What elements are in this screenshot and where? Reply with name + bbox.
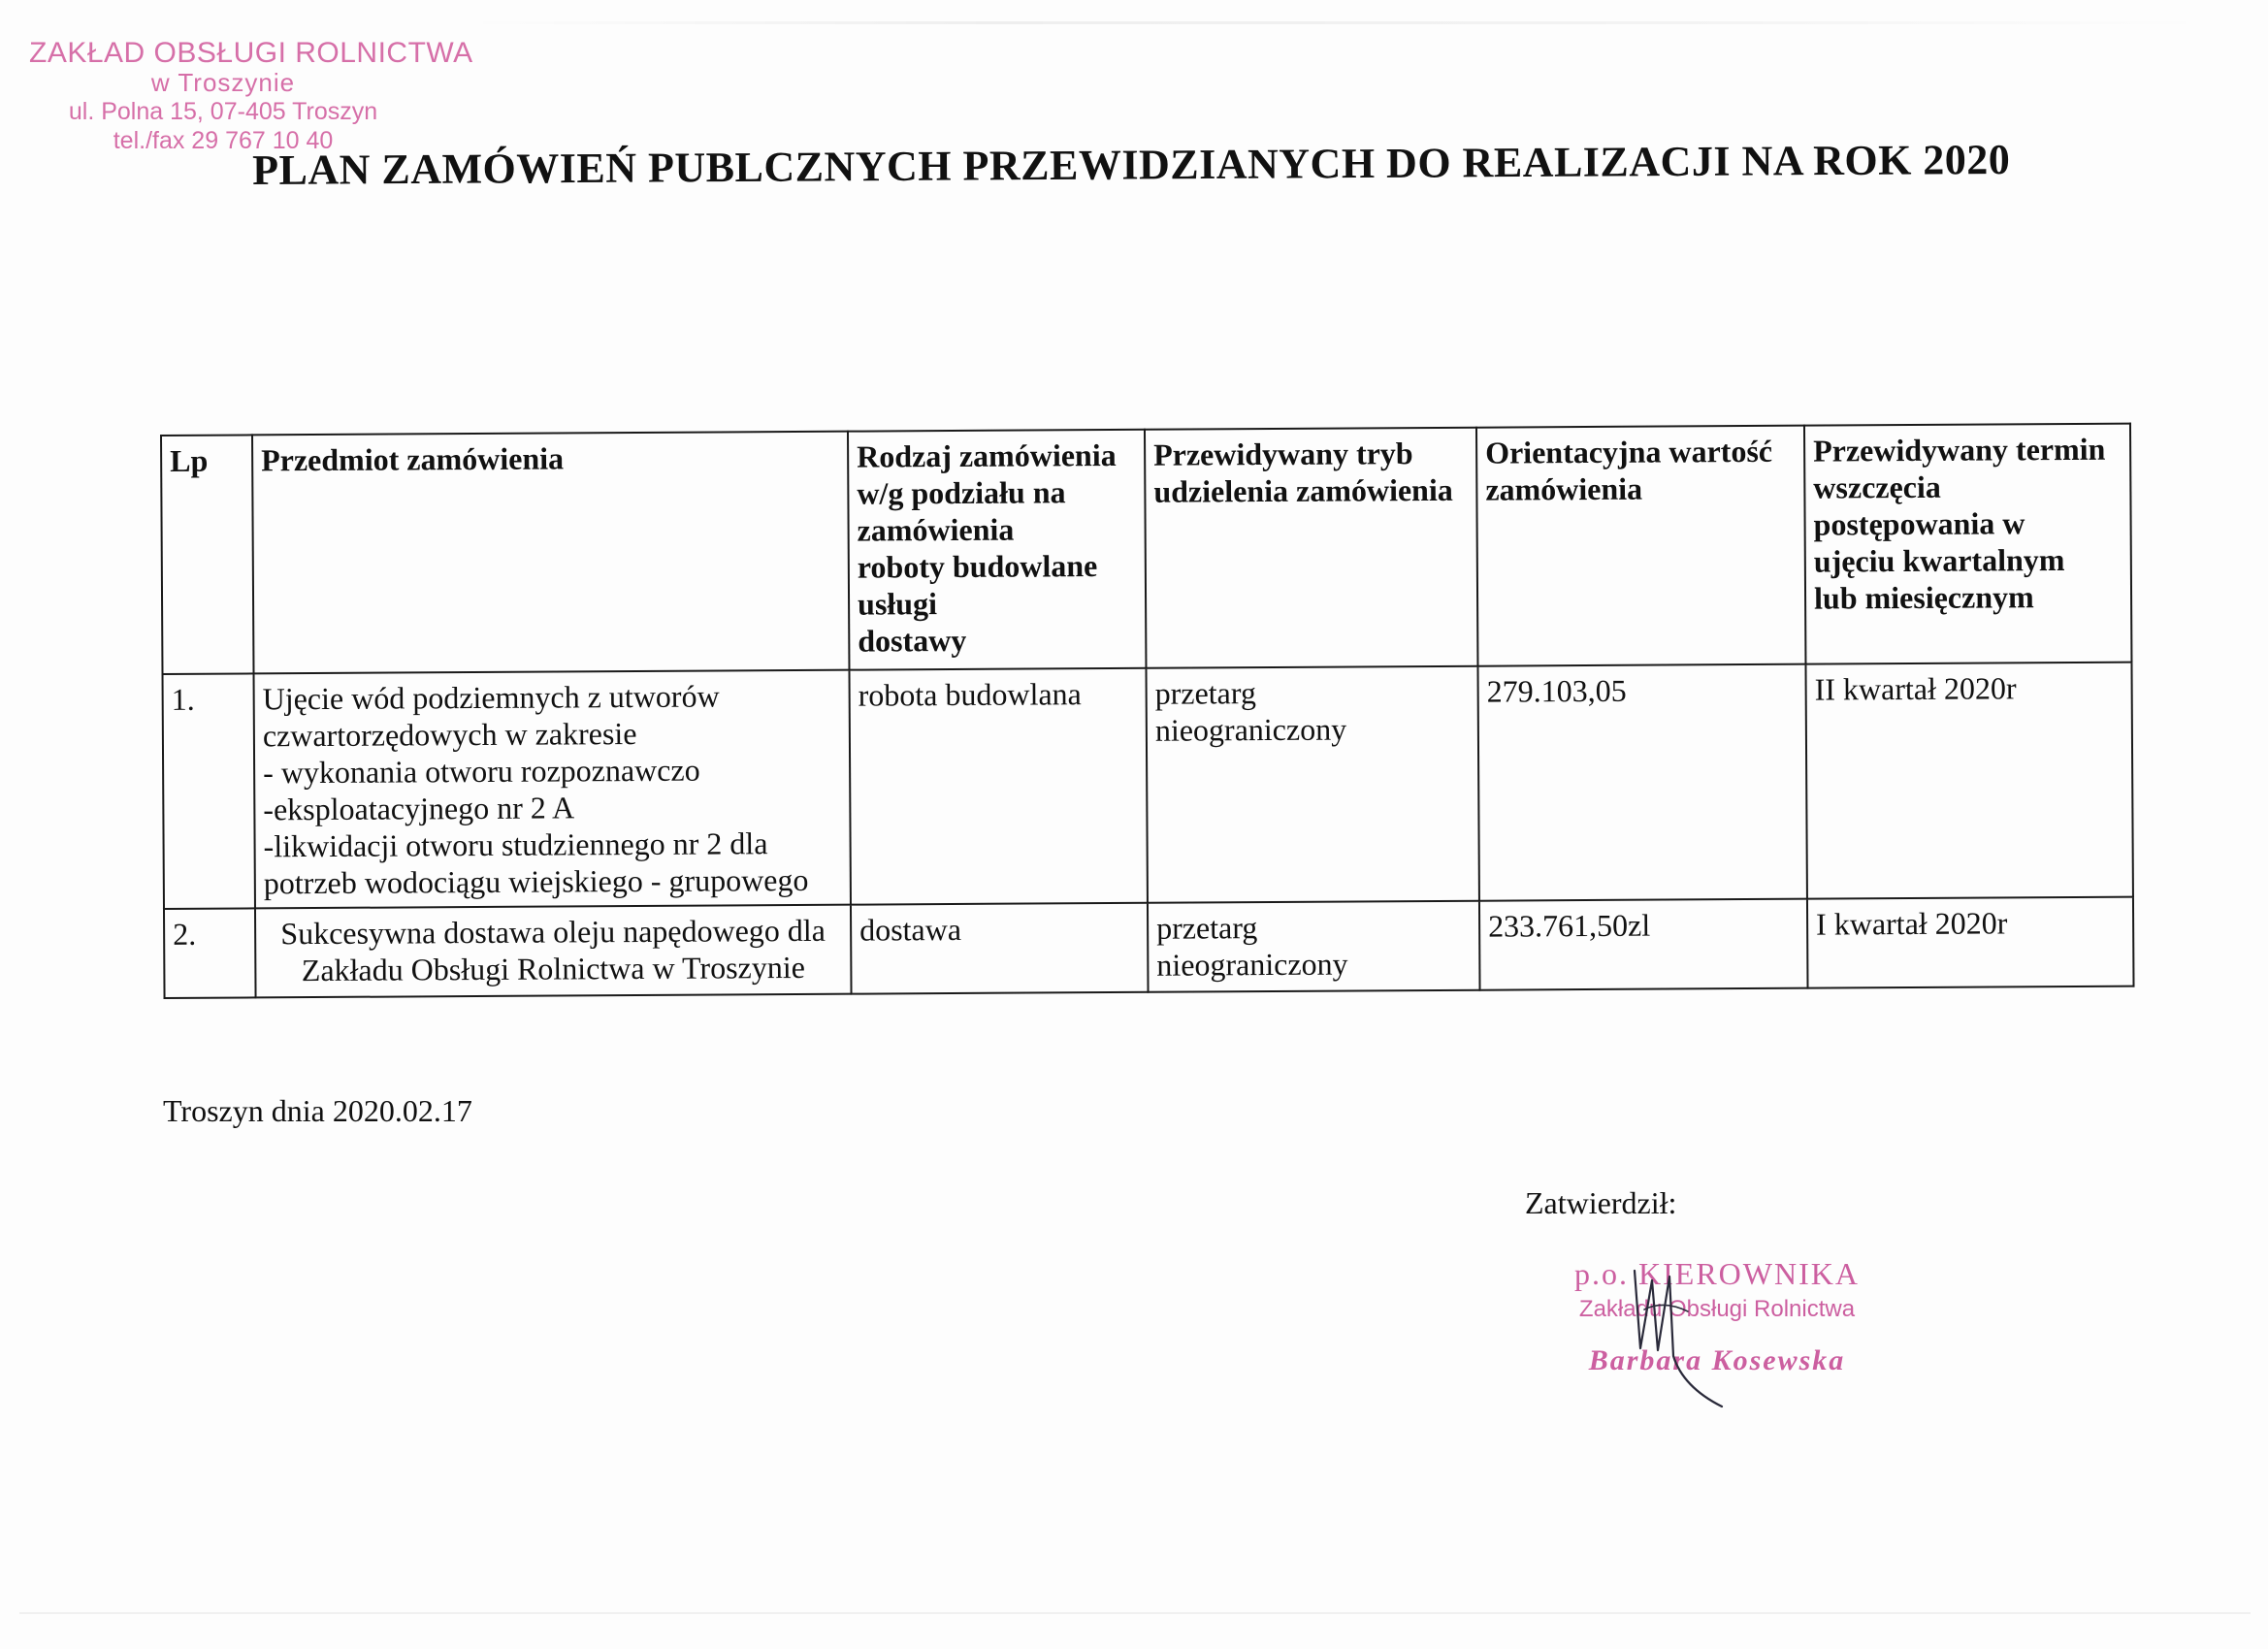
cell-term: II kwartał 2020r: [1805, 663, 2132, 899]
stamp-line-address: ul. Polna 15, 07-405 Troszyn: [68, 98, 378, 125]
cell-value: 279.103,05: [1477, 664, 1806, 901]
cell-mode: przetarg nieograniczony: [1148, 901, 1480, 992]
header-subject: Przedmiot zamówienia: [252, 432, 849, 674]
place-and-date: Troszyn dnia 2020.02.17: [163, 1093, 472, 1128]
stamp-person-name: Barbara Kosewska: [1588, 1344, 1846, 1376]
cell-mode: przetarg nieograniczony: [1146, 666, 1478, 903]
header-type: Rodzaj zamówienia w/g podziału na zamówienia roboty budowlane usługi dostawy: [848, 430, 1146, 670]
header-mode: Przewidywany tryb udzielenia zamówienia: [1145, 428, 1477, 668]
stamp-line-phone: tel./fax 29 767 10 40: [113, 127, 334, 154]
cell-lp: 1.: [163, 673, 255, 909]
cell-subject: Sukcesywna dostawa oleju napędowego dla Zakładu Obsługi Rolnictwa w Troszynie: [255, 905, 852, 998]
stamp-line-name: ZAKŁAD OBSŁUGI ROLNICTWA: [29, 37, 473, 69]
scan-artifact-top: [466, 21, 2212, 24]
stamp-role: p.o. KIEROWNIKA: [1574, 1256, 1860, 1291]
header-value: Orientacyjna wartość zamówienia: [1476, 426, 1805, 666]
plan-table-wrapper: [160, 423, 2135, 999]
scan-artifact-bottom: [19, 1612, 2251, 1614]
table-row: [163, 663, 2133, 909]
procurement-plan-table: [160, 423, 2135, 999]
table-header-row: [161, 424, 2131, 674]
stamp-line-town: w Troszynie: [150, 68, 296, 97]
header-lp: Lp: [161, 435, 254, 674]
approved-label: Zatwierdził:: [1525, 1185, 1677, 1220]
header-term: Przewidywany termin wszczęcia postępowania w ujęciu kwartalnym lub miesięcznym: [1804, 424, 2131, 664]
cell-term: I kwartał 2020r: [1807, 897, 2134, 988]
handwritten-signature: [1615, 1242, 1741, 1416]
stamp-organization: Zakładu Obsługi Rolnictwa: [1578, 1296, 1856, 1322]
cell-value: 233.761,50zl: [1479, 899, 1808, 990]
cell-lp: 2.: [164, 908, 256, 998]
cell-type: dostawa: [851, 903, 1149, 994]
cell-subject: Ujęcie wód podziemnych z utworów czwartorzędowych w zakresie - wykonania otworu rozpoznawczo -eksploatacyjnego nr 2 A -likwidacji otworu studziennego nr 2 dla potrzeb wodociągu wiejskiego - grupowego: [254, 670, 851, 909]
cell-type: robota budowlana: [849, 668, 1147, 905]
table-row: [164, 897, 2134, 998]
institution-stamp: [29, 37, 473, 155]
document-title: PLAN ZAMÓWIEŃ PUBLCZNYCH PRZEWIDZIANYCH DO REALIZACJI NA ROK 2020: [252, 135, 2011, 194]
